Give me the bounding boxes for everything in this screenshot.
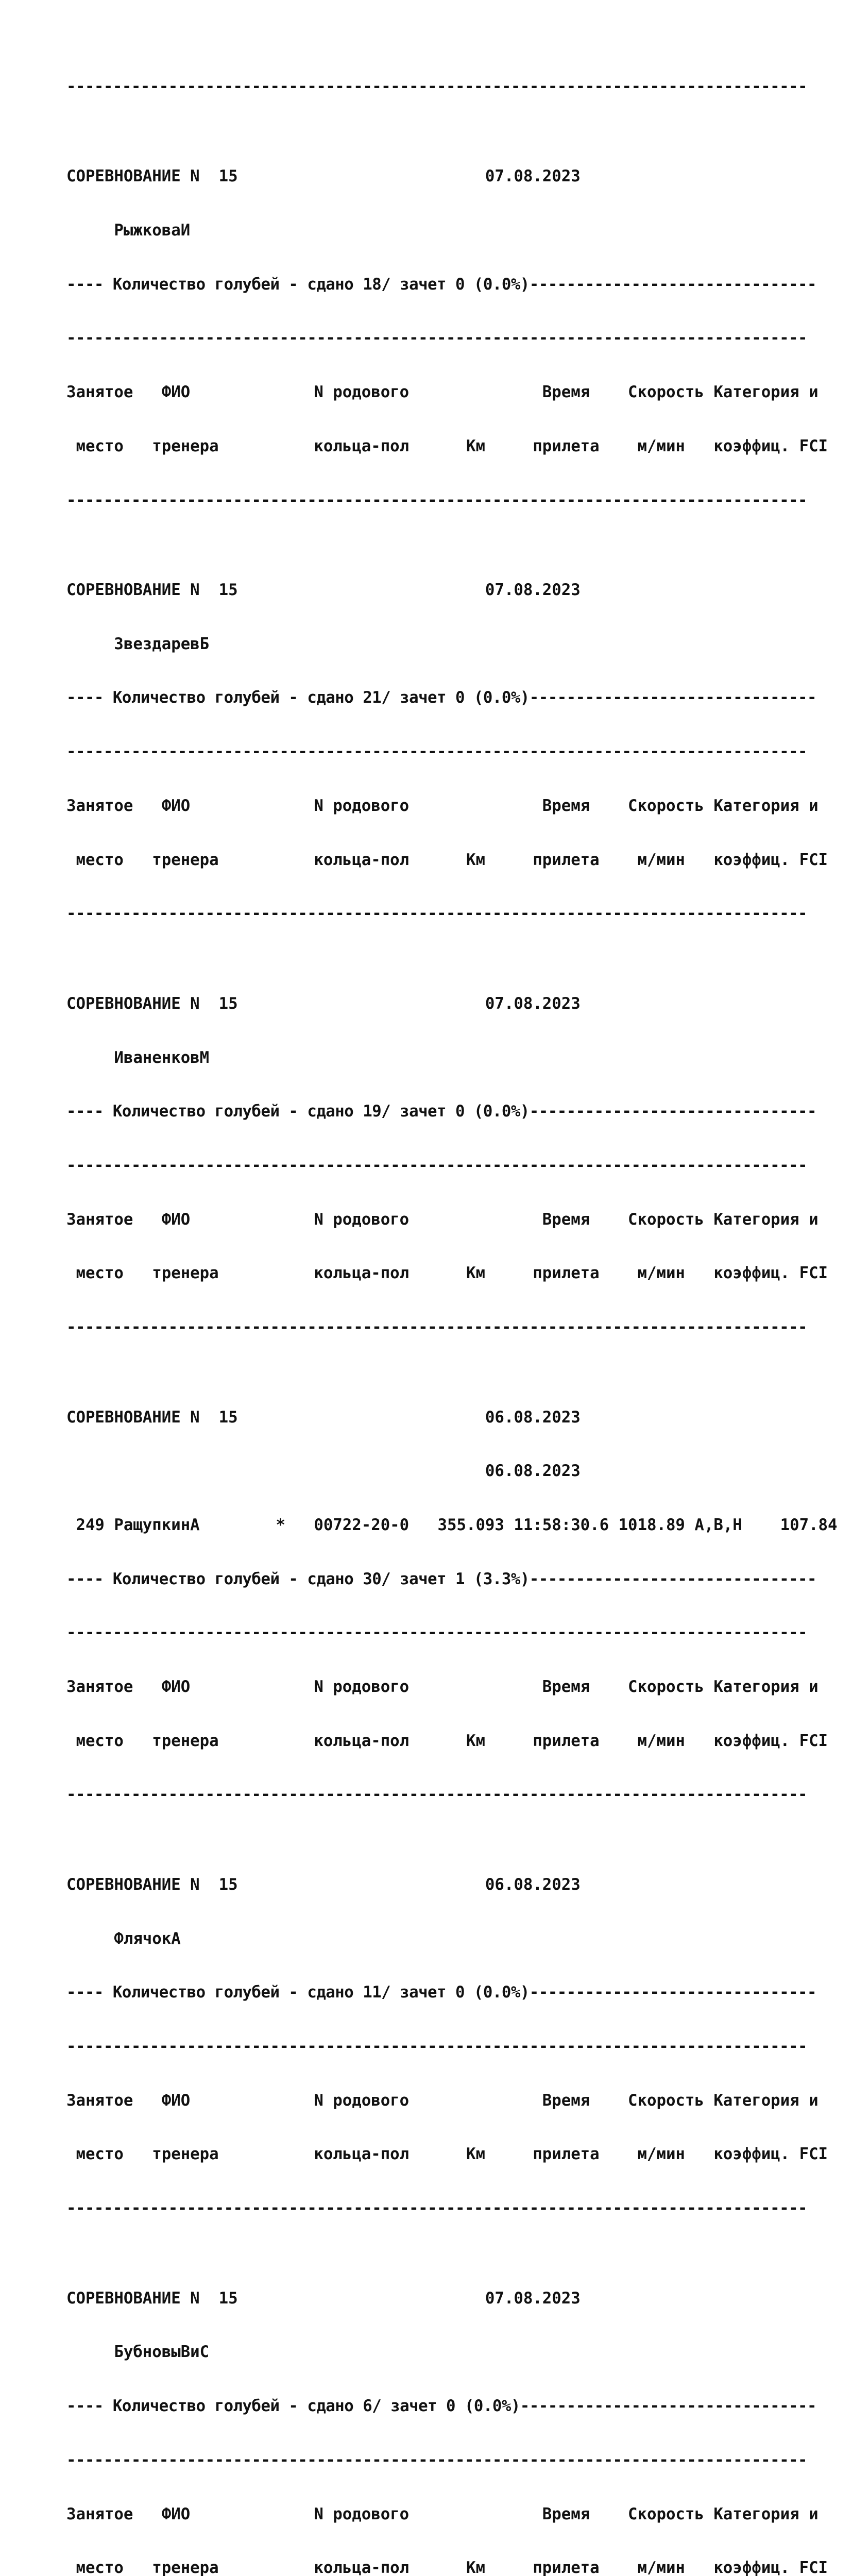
competition-line: СОРЕВНОВАНИЕ N 15 06.08.2023: [66, 1875, 581, 1894]
report-document: [66, 42, 838, 2576]
separator-line: --------------------------------------------------------------------------------: [66, 491, 808, 510]
trainer-name: ИваненковМ: [66, 1048, 210, 1067]
summary-line: ---- Количество голубей - сдано 11/ зачет 0 (0.0%)-------------------------------: [66, 1984, 817, 2002]
summary-line: ---- Количество голубей - сдано 18/ зачет 0 (0.0%)-------------------------------: [66, 275, 817, 294]
separator-line: --------------------------------------------------------------------------------: [66, 1156, 808, 1175]
competition-line: СОРЕВНОВАНИЕ N 15 07.08.2023: [66, 994, 581, 1013]
table-header-line1: Занятое ФИО N родового Время Скорость Категория и: [66, 2091, 819, 2110]
separator-line: --------------------------------------------------------------------------------: [66, 905, 808, 923]
table-header-line1: Занятое ФИО N родового Время Скорость Категория и: [66, 1678, 819, 1697]
trainer-name: ФлячокА: [66, 1929, 181, 1948]
competition-line: СОРЕВНОВАНИЕ N 15 07.08.2023: [66, 2289, 581, 2308]
trainer-name: ЗвездаревБ: [66, 635, 210, 653]
result-row: 249 РащупкинА * 00722-20-0 355.093 11:58:30.6 1018.89 A,B,H 107.84: [66, 1516, 838, 1534]
trainer-name: РыжковаИ: [66, 222, 191, 240]
trainer-name: БубновыВиС: [66, 2343, 210, 2362]
summary-line: ---- Количество голубей - сдано 6/ зачет 0 (0.0%)--------------------------------: [66, 2397, 817, 2416]
separator-line: --------------------------------------------------------------------------------: [66, 1786, 808, 1804]
table-header-line1: Занятое ФИО N родового Время Скорость Категория и: [66, 796, 819, 815]
separator-line: --------------------------------------------------------------------------------: [66, 1624, 808, 1642]
table-header-line1: Занятое ФИО N родового Время Скорость Категория и: [66, 383, 819, 402]
competition-line: СОРЕВНОВАНИЕ N 15 07.08.2023: [66, 167, 581, 186]
separator-line: --------------------------------------------------------------------------------: [66, 2038, 808, 2056]
separator-line: --------------------------------------------------------------------------------: [66, 2199, 808, 2218]
summary-line: ---- Количество голубей - сдано 21/ зачет 0 (0.0%)-------------------------------: [66, 689, 817, 707]
table-header-line2: место тренера кольца-пол Км прилета м/мин коэффиц. FCI: [66, 1732, 828, 1750]
separator-line: --------------------------------------------------------------------------------: [66, 77, 808, 96]
table-header-line2: место тренера кольца-пол Км прилета м/мин коэффиц. FCI: [66, 437, 828, 455]
separator-line: --------------------------------------------------------------------------------: [66, 743, 808, 761]
table-header-line2: место тренера кольца-пол Км прилета м/мин коэффиц. FCI: [66, 851, 828, 869]
separator-line: --------------------------------------------------------------------------------: [66, 1318, 808, 1337]
summary-line: ---- Количество голубей - сдано 19/ зачет 0 (0.0%)-------------------------------: [66, 1103, 817, 1121]
table-header-line2: место тренера кольца-пол Км прилета м/мин коэффиц. FCI: [66, 2559, 828, 2576]
competition-line: СОРЕВНОВАНИЕ N 15 07.08.2023: [66, 581, 581, 600]
table-header-line2: место тренера кольца-пол Км прилета м/мин коэффиц. FCI: [66, 1264, 828, 1283]
table-header-line1: Занятое ФИО N родового Время Скорость Категория и: [66, 2505, 819, 2523]
separator-line: --------------------------------------------------------------------------------: [66, 2451, 808, 2469]
table-header-line1: Занятое ФИО N родового Время Скорость Категория и: [66, 1210, 819, 1229]
summary-line: ---- Количество голубей - сдано 30/ зачет 1 (3.3%)-------------------------------: [66, 1570, 817, 1588]
date-line: 06.08.2023: [66, 1462, 581, 1481]
competition-line: СОРЕВНОВАНИЕ N 15 06.08.2023: [66, 1408, 581, 1427]
table-header-line2: место тренера кольца-пол Км прилета м/мин коэффиц. FCI: [66, 2145, 828, 2164]
separator-line: --------------------------------------------------------------------------------: [66, 329, 808, 348]
